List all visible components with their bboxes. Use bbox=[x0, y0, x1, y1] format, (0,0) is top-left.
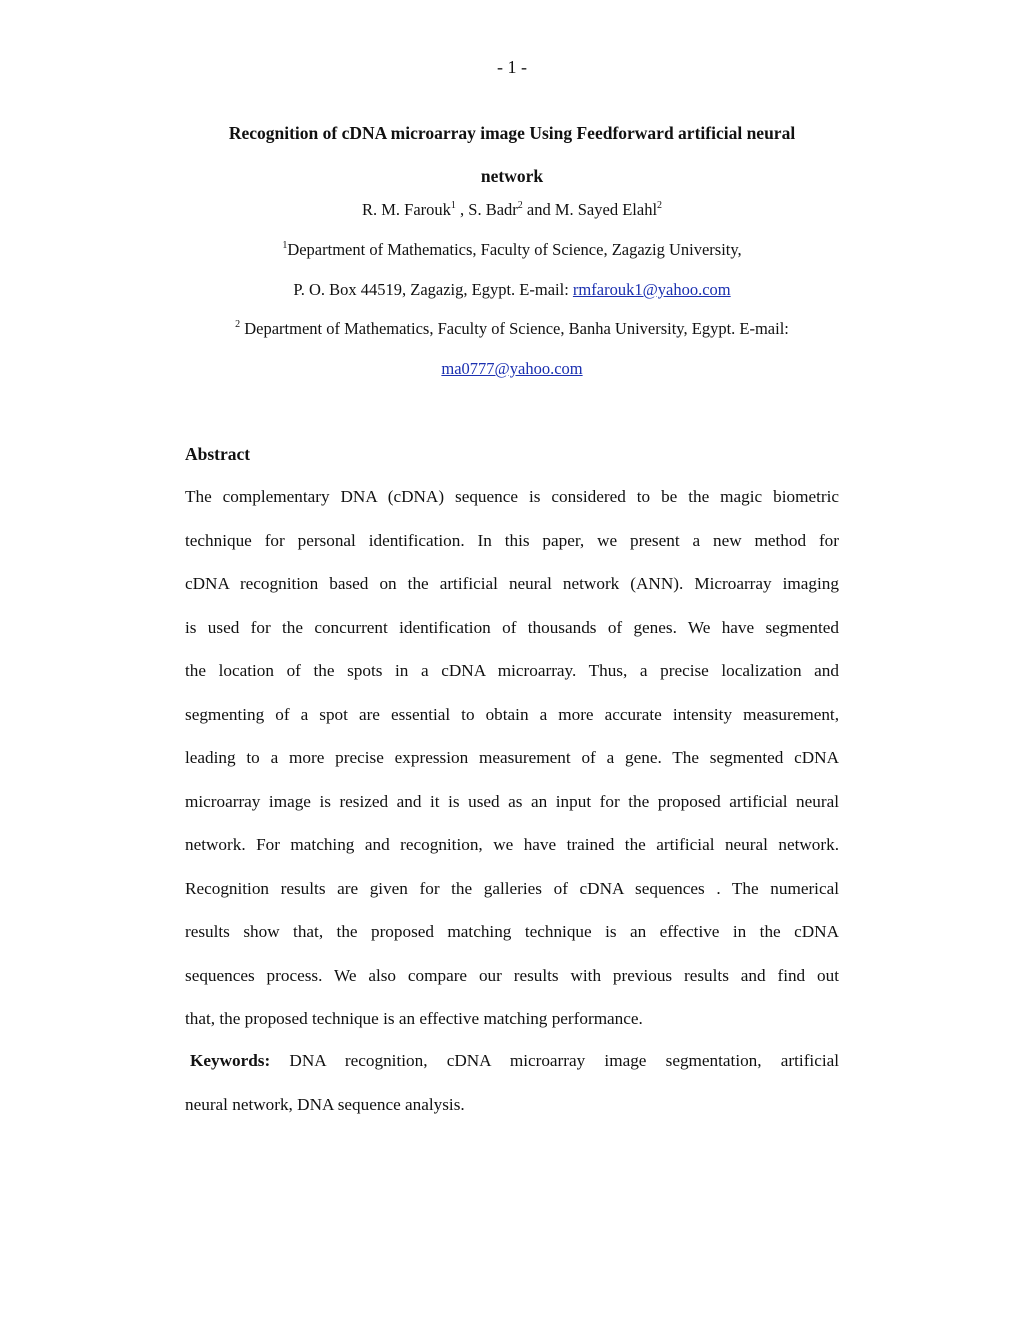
abstract-line: Recognition results are given for the galleries of cDNA sequences . The numerical bbox=[185, 878, 839, 898]
affiliation-1-mark: 1 bbox=[282, 240, 288, 251]
paper-title bbox=[150, 112, 874, 198]
affiliation-2-mark: 2 bbox=[235, 319, 241, 330]
title-line-1: Recognition of cDNA microarray image Using Feedforward artificial neural bbox=[228, 123, 796, 143]
email-link-1[interactable]: rmfarouk1@yahoo.com bbox=[572, 280, 731, 299]
author-3-affiliation-mark: 2 bbox=[657, 200, 663, 211]
author-2-affiliation-mark: 2 bbox=[517, 200, 523, 211]
keywords-text-1: DNA recognition, cDNA microarray image segmentation, artificial bbox=[270, 1051, 839, 1070]
abstract-line: microarray image is resized and it is used as an input for the proposed artificial neural bbox=[185, 791, 839, 811]
abstract-body bbox=[185, 485, 839, 1051]
affiliation-1-line-2 bbox=[0, 278, 1024, 302]
author-2: , S. Badr bbox=[455, 200, 518, 219]
abstract-heading: Abstract bbox=[185, 444, 251, 464]
affiliation-2-line-1 bbox=[0, 317, 1024, 341]
affiliation-1-address: P. O. Box 44519, Zagazig, Egypt. E-mail: bbox=[293, 280, 573, 299]
abstract-line: is used for the concurrent identification of thousands of genes. We have segmented bbox=[185, 617, 839, 637]
author-3: and M. Sayed Elahl bbox=[522, 200, 658, 219]
author-1: R. M. Farouk bbox=[361, 200, 451, 219]
author-1-affiliation-mark: 1 bbox=[450, 200, 456, 211]
author-list bbox=[0, 198, 1024, 222]
affiliation-1-line-1 bbox=[0, 238, 1024, 262]
title-line-2: network bbox=[480, 166, 544, 186]
abstract-line: network. For matching and recognition, we have trained the artificial neural network. bbox=[185, 835, 839, 854]
abstract-line: The complementary DNA (cDNA) sequence is considered to be the magic biometric bbox=[185, 487, 839, 506]
keywords-line-1 bbox=[185, 1049, 839, 1093]
affiliation-2-text: Department of Mathematics, Faculty of Science, Banha University, Egypt. E-mail: bbox=[240, 319, 789, 338]
abstract-line: results show that, the proposed matching technique is an effective in the cDNA bbox=[185, 922, 839, 941]
abstract-line: segmenting of a spot are essential to obtain a more accurate intensity measurement, bbox=[185, 704, 839, 724]
affiliation-2-line-2 bbox=[0, 357, 1024, 381]
abstract-line: sequences process. We also compare our results with previous results and find out bbox=[185, 965, 839, 985]
abstract-line: the location of the spots in a cDNA microarray. Thus, a precise localization and bbox=[185, 661, 839, 680]
keywords-line-2: neural network, DNA sequence analysis. bbox=[185, 1094, 465, 1114]
abstract-line: cDNA recognition based on the artificial neural network (ANN). Microarray imaging bbox=[185, 574, 839, 593]
abstract-line: leading to a more precise expression measurement of a gene. The segmented cDNA bbox=[185, 748, 839, 767]
email-link-2[interactable]: ma0777@yahoo.com bbox=[441, 359, 583, 378]
page-number: - 1 - bbox=[497, 57, 527, 77]
abstract-line: technique for personal identification. In this paper, we present a new method for bbox=[185, 530, 839, 550]
keywords-section bbox=[185, 1049, 839, 1136]
abstract-line: that, the proposed technique is an effective matching performance. bbox=[185, 1009, 643, 1028]
keywords-label: Keywords: bbox=[190, 1051, 271, 1070]
affiliation-1-text: Department of Mathematics, Faculty of Science, Zagazig University, bbox=[287, 240, 742, 259]
